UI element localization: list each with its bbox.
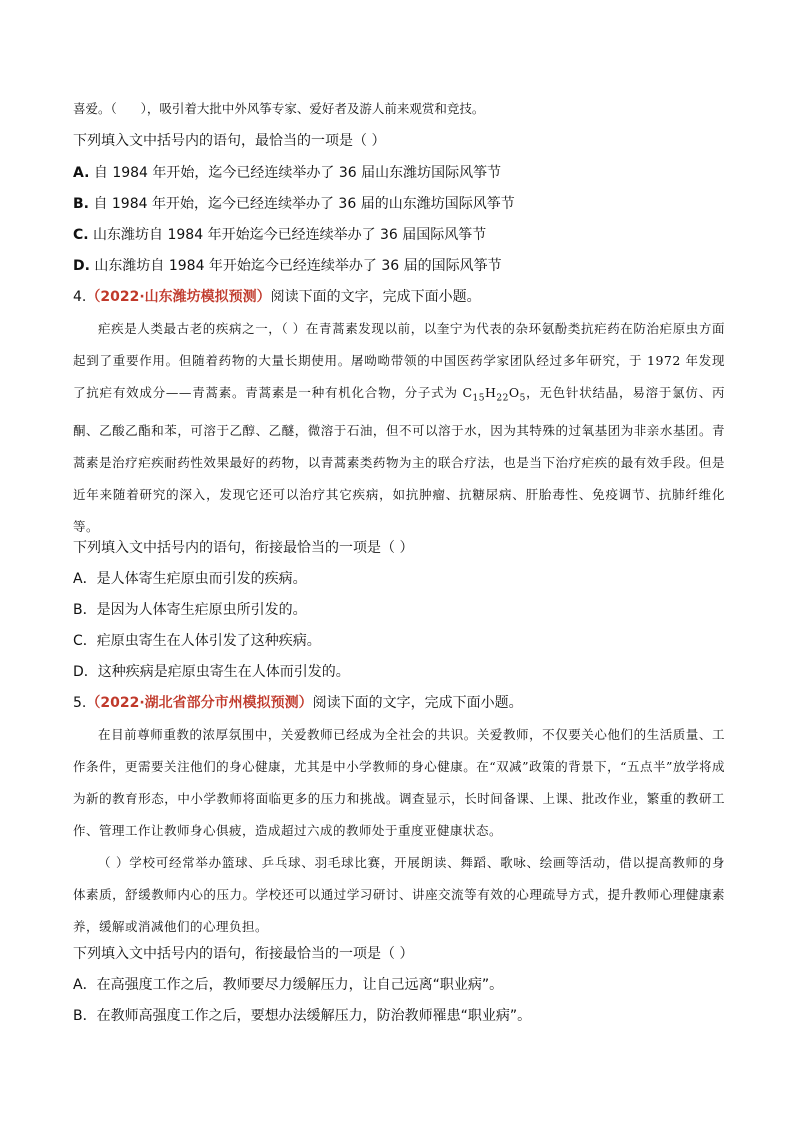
passage-text-start: 喜爱。（ (73, 101, 117, 116)
formula-element: O (508, 385, 520, 400)
option-key: B． (73, 1008, 97, 1024)
option-key: C. (73, 227, 89, 243)
option-text: 是因为人体寄生疟原虫所引发的。 (96, 602, 307, 618)
q3-option-a[interactable] (73, 166, 501, 180)
q3-option-d[interactable] (73, 259, 502, 273)
question-number: 4. (73, 289, 87, 305)
option-key: B. (73, 196, 89, 212)
q4-option-b[interactable] (73, 603, 307, 617)
option-text: 是人体寄生疟原虫而引发的疾病。 (96, 571, 307, 587)
option-key: C． (73, 633, 97, 649)
blank (117, 101, 141, 116)
passage-paragraph-2: （ ）学校可经常举办篮球、乒乓球、羽毛球比赛，开展朗读、舞蹈、歌咏、绘画等活动，借以提高教师的身体素质，舒缓教师内心的压力。学校还可以通过学习研讨、讲座交流等有效的心理疏导方式，提升教师心理健康素养，缓解或消减他们的心理负担。 (73, 855, 725, 934)
question-source: （2022·湖北省部分市州模拟预测） (86, 695, 313, 711)
option-key: D. (73, 258, 90, 274)
option-key: A． (73, 571, 97, 587)
q5-option-a[interactable] (73, 978, 503, 992)
option-key: B． (73, 602, 97, 618)
q4-option-d[interactable] (73, 665, 350, 679)
passage-paragraph-1: 在目前尊师重教的浓厚氛围中，关爱教师已经成为全社会的共识。关爱教师，不仅要关心他们的生活质量、工作条件，更需要关注他们的身心健康，尤其是中小学教师的身心健康。在“双减”政策的背景下，“五点半”放学将成为新的教育形态，中小学教师将面临更多的压力和挑战。调查显示，长时间备课、上课、批改作业，繁重的教研工作、管理工作让教师身心俱疲，造成超过六成的教师处于重度亚健康状态。 (73, 727, 725, 838)
question-instruction: 阅读下面的文字，完成下面小题。 (270, 289, 481, 305)
q3-option-c[interactable] (73, 228, 486, 242)
question-number: 5. (73, 695, 87, 711)
q5-prompt: 下列填入文中括号内的语句，衔接最恰当的一项是（ ） (73, 946, 414, 962)
passage-text: ，无色针状结晶，易溶于氯仿、丙酮、乙酸乙酯和苯，可溶于乙醇、乙醚，微溶于石油，但不可以溶于水，因为其特殊的过氧基团为非亲水基团。青蒿素是治疗疟疾耐药性效果最好的药物，以青蒿素类药物为主的联合疗法，也是当下治疗疟疾的最有效手段。但是近年来随着研究的深入，发现它还可以治疗其它疾病，如抗肿瘤、抗糖尿病、肝胎毒性、免疫调节、抗肺纤维化等。 (73, 385, 725, 534)
q4-passage (73, 313, 725, 543)
passage-text: 疟疾是人类最古老的疾病之一，（ ）在青蒿素发现以前，以奎宁为代表的杂环氨酚类抗疟药在防治疟原虫方面起到了重要作用。但随着药物的大量长期使用。屠呦呦带领的中国医药学家团队经过多年研究，于 1972 年发现了抗疟有效成分——青蒿素。青蒿素是一种有机化合物，分子式为 C (73, 321, 725, 400)
option-text: 疟原虫寄生在人体引发了这种疾病。 (96, 633, 321, 649)
option-text: 在教师高强度工作之后，要想办法缓解压力，防治教师罹患“职业病”。 (96, 1008, 532, 1024)
question-source: （2022·山东潍坊模拟预测） (86, 289, 271, 305)
formula-subscript: 22 (496, 393, 509, 404)
passage-fragment (73, 103, 484, 116)
q5-header (73, 696, 523, 710)
q4-option-a[interactable] (73, 572, 307, 586)
option-key: A． (73, 977, 97, 993)
passage-text-end: ），吸引着大批中外风筝专家、爱好者及游人前来观赏和竞技。 (140, 101, 485, 116)
q4-header (73, 290, 481, 304)
option-text: 在高强度工作之后，教师要尽力缓解压力，让自己远离“职业病”。 (96, 977, 504, 993)
q3-prompt: 下列填入文中括号内的语句，最恰当的一项是（ ） (73, 133, 386, 149)
question-instruction: 阅读下面的文字，完成下面小题。 (312, 695, 523, 711)
q5-option-b[interactable] (73, 1009, 531, 1023)
option-text: 山东潍坊自 1984 年开始迄今已经连续举办了 36 届国际风筝节 (93, 227, 487, 243)
formula-element: H (485, 385, 497, 400)
q4-prompt: 下列填入文中括号内的语句，衔接最恰当的一项是（ ） (73, 540, 414, 556)
option-text: 山东潍坊自 1984 年开始迄今已经连续举办了 36 届的国际风筝节 (94, 258, 502, 274)
q3-option-b[interactable] (73, 197, 515, 211)
option-key: D． (73, 664, 98, 680)
formula-subscript: 5 (519, 393, 526, 404)
formula-subscript: 15 (472, 393, 485, 404)
q5-passage (73, 719, 725, 943)
option-key: A. (73, 165, 90, 181)
option-text: 自 1984 年开始，迄今已经连续举办了 36 届的山东潍坊国际风筝节 (93, 196, 515, 212)
q4-option-c[interactable] (73, 634, 321, 648)
option-text: 自 1984 年开始，迄今已经连续举办了 36 届山东潍坊国际风筝节 (93, 165, 502, 181)
option-text: 这种疾病是疟原虫寄生在人体而引发的。 (97, 664, 350, 680)
